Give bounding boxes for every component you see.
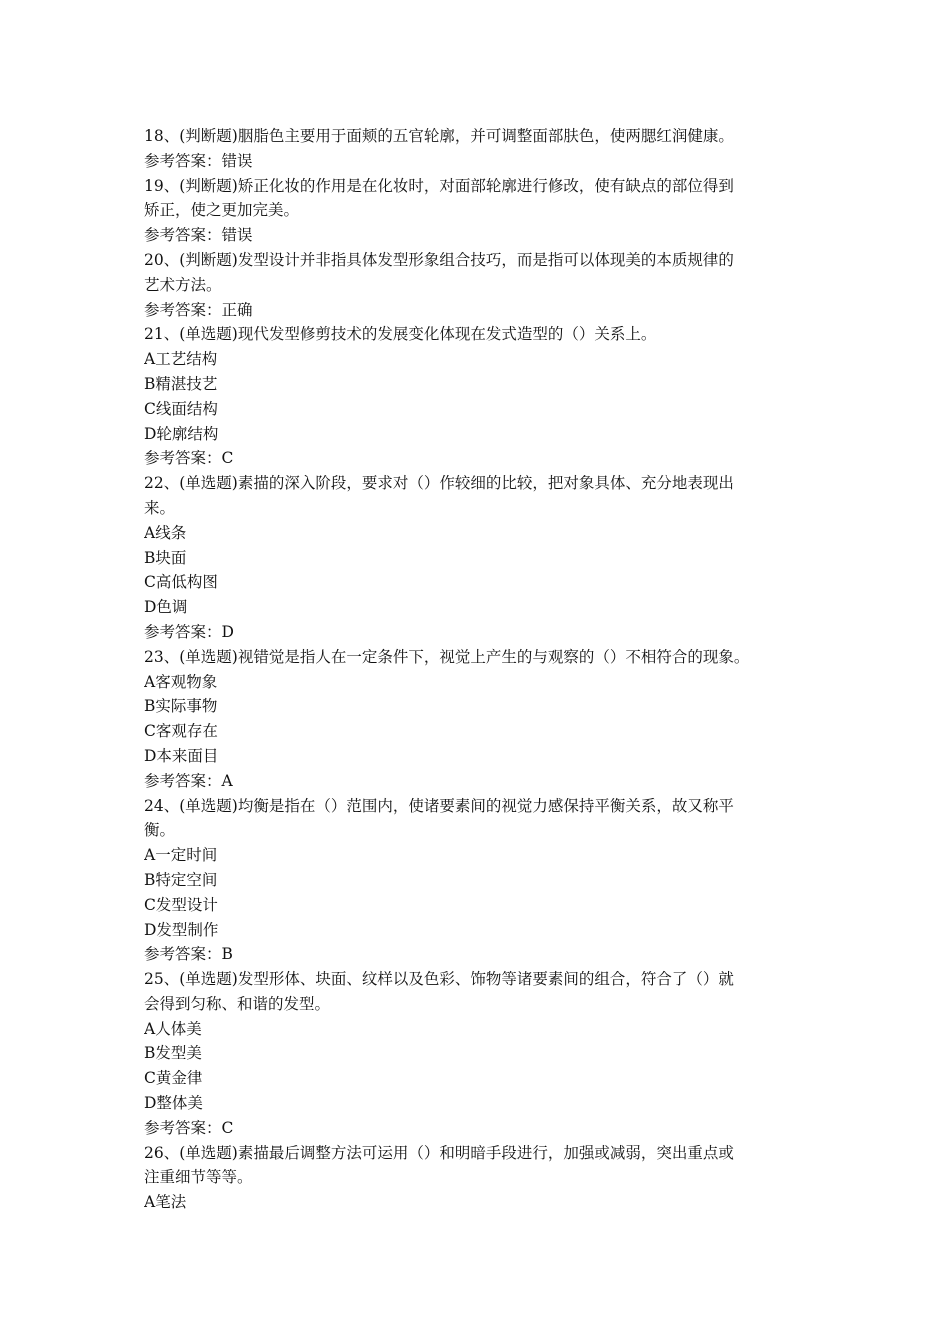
text-line: 矫正，使之更加完美。 bbox=[144, 201, 300, 220]
text-line: 18、(判断题)胭脂色主要用于面颊的五官轮廓，并可调整面部肤色，使两腮红润健康。 bbox=[144, 127, 734, 145]
text-line: 25、(单选题)发型形体、块面、纹样以及色彩、饰物等诸要素间的组合，符合了（）就 bbox=[144, 970, 734, 989]
text-line: 22、(单选题)素描的深入阶段，要求对（）作较细的比较，把对象具体、充分地表现出 bbox=[144, 474, 734, 493]
option-line: B实际事物 bbox=[144, 697, 218, 716]
option-line: A线条 bbox=[144, 523, 187, 542]
text-line: 艺术方法。 bbox=[144, 275, 222, 294]
answer-line: 参考答案：错误 bbox=[144, 151, 253, 170]
answer-line: 参考答案：错误 bbox=[144, 226, 253, 245]
option-line: C黄金律 bbox=[144, 1069, 203, 1088]
option-line: C线面结构 bbox=[144, 399, 218, 418]
option-line: B块面 bbox=[144, 548, 187, 567]
answer-line: 参考答案：A bbox=[144, 771, 233, 790]
text-line: 衡。 bbox=[144, 821, 176, 840]
text-line: 21、(单选题)现代发型修剪技术的发展变化体现在发式造型的（）关系上。 bbox=[144, 325, 657, 344]
text-line: 来。 bbox=[144, 498, 176, 517]
option-line: A一定时间 bbox=[144, 846, 218, 865]
answer-line: 参考答案：C bbox=[144, 1118, 234, 1137]
option-line: A笔法 bbox=[144, 1193, 187, 1212]
answer-line: 参考答案：正确 bbox=[144, 300, 253, 319]
option-line: A客观物象 bbox=[144, 672, 218, 691]
text-line: 19、(判断题)矫正化妆的作用是在化妆时，对面部轮廓进行修改，使有缺点的部位得到 bbox=[144, 176, 734, 195]
option-line: C高低构图 bbox=[144, 573, 218, 592]
option-line: D本来面目 bbox=[144, 746, 219, 765]
text-line: 24、(单选题)均衡是指在（）范围内，使诸要素间的视觉力感保持平衡关系，故又称平 bbox=[144, 796, 734, 815]
option-line: B精湛技艺 bbox=[144, 374, 218, 393]
option-line: C发型设计 bbox=[144, 895, 218, 914]
option-line: D轮廓结构 bbox=[144, 424, 219, 443]
option-line: B特定空间 bbox=[144, 870, 218, 889]
text-line: 23、(单选题)视错觉是指人在一定条件下，视觉上产生的与观察的（）不相符合的现象。 bbox=[144, 647, 750, 666]
option-line: A人体美 bbox=[144, 1019, 202, 1038]
answer-line: 参考答案：C bbox=[144, 449, 234, 468]
answer-line: 参考答案：B bbox=[144, 945, 233, 964]
option-line: B发型美 bbox=[144, 1044, 202, 1063]
option-line: C客观存在 bbox=[144, 722, 218, 741]
option-line: A工艺结构 bbox=[144, 350, 218, 369]
option-line: D色调 bbox=[144, 598, 188, 617]
option-line: D整体美 bbox=[144, 1094, 203, 1113]
text-line: 会得到匀称、和谐的发型。 bbox=[144, 994, 331, 1013]
text-line: 26、(单选题)素描最后调整方法可运用（）和明暗手段进行，加强或减弱，突出重点或 bbox=[144, 1143, 734, 1162]
document-body bbox=[144, 124, 816, 1215]
text-line: 20、(判断题)发型设计并非指具体发型形象组合技巧，而是指可以体现美的本质规律的 bbox=[144, 250, 734, 269]
answer-line: 参考答案：D bbox=[144, 622, 234, 641]
option-line: D发型制作 bbox=[144, 920, 219, 939]
text-line: 注重细节等等。 bbox=[144, 1168, 253, 1187]
